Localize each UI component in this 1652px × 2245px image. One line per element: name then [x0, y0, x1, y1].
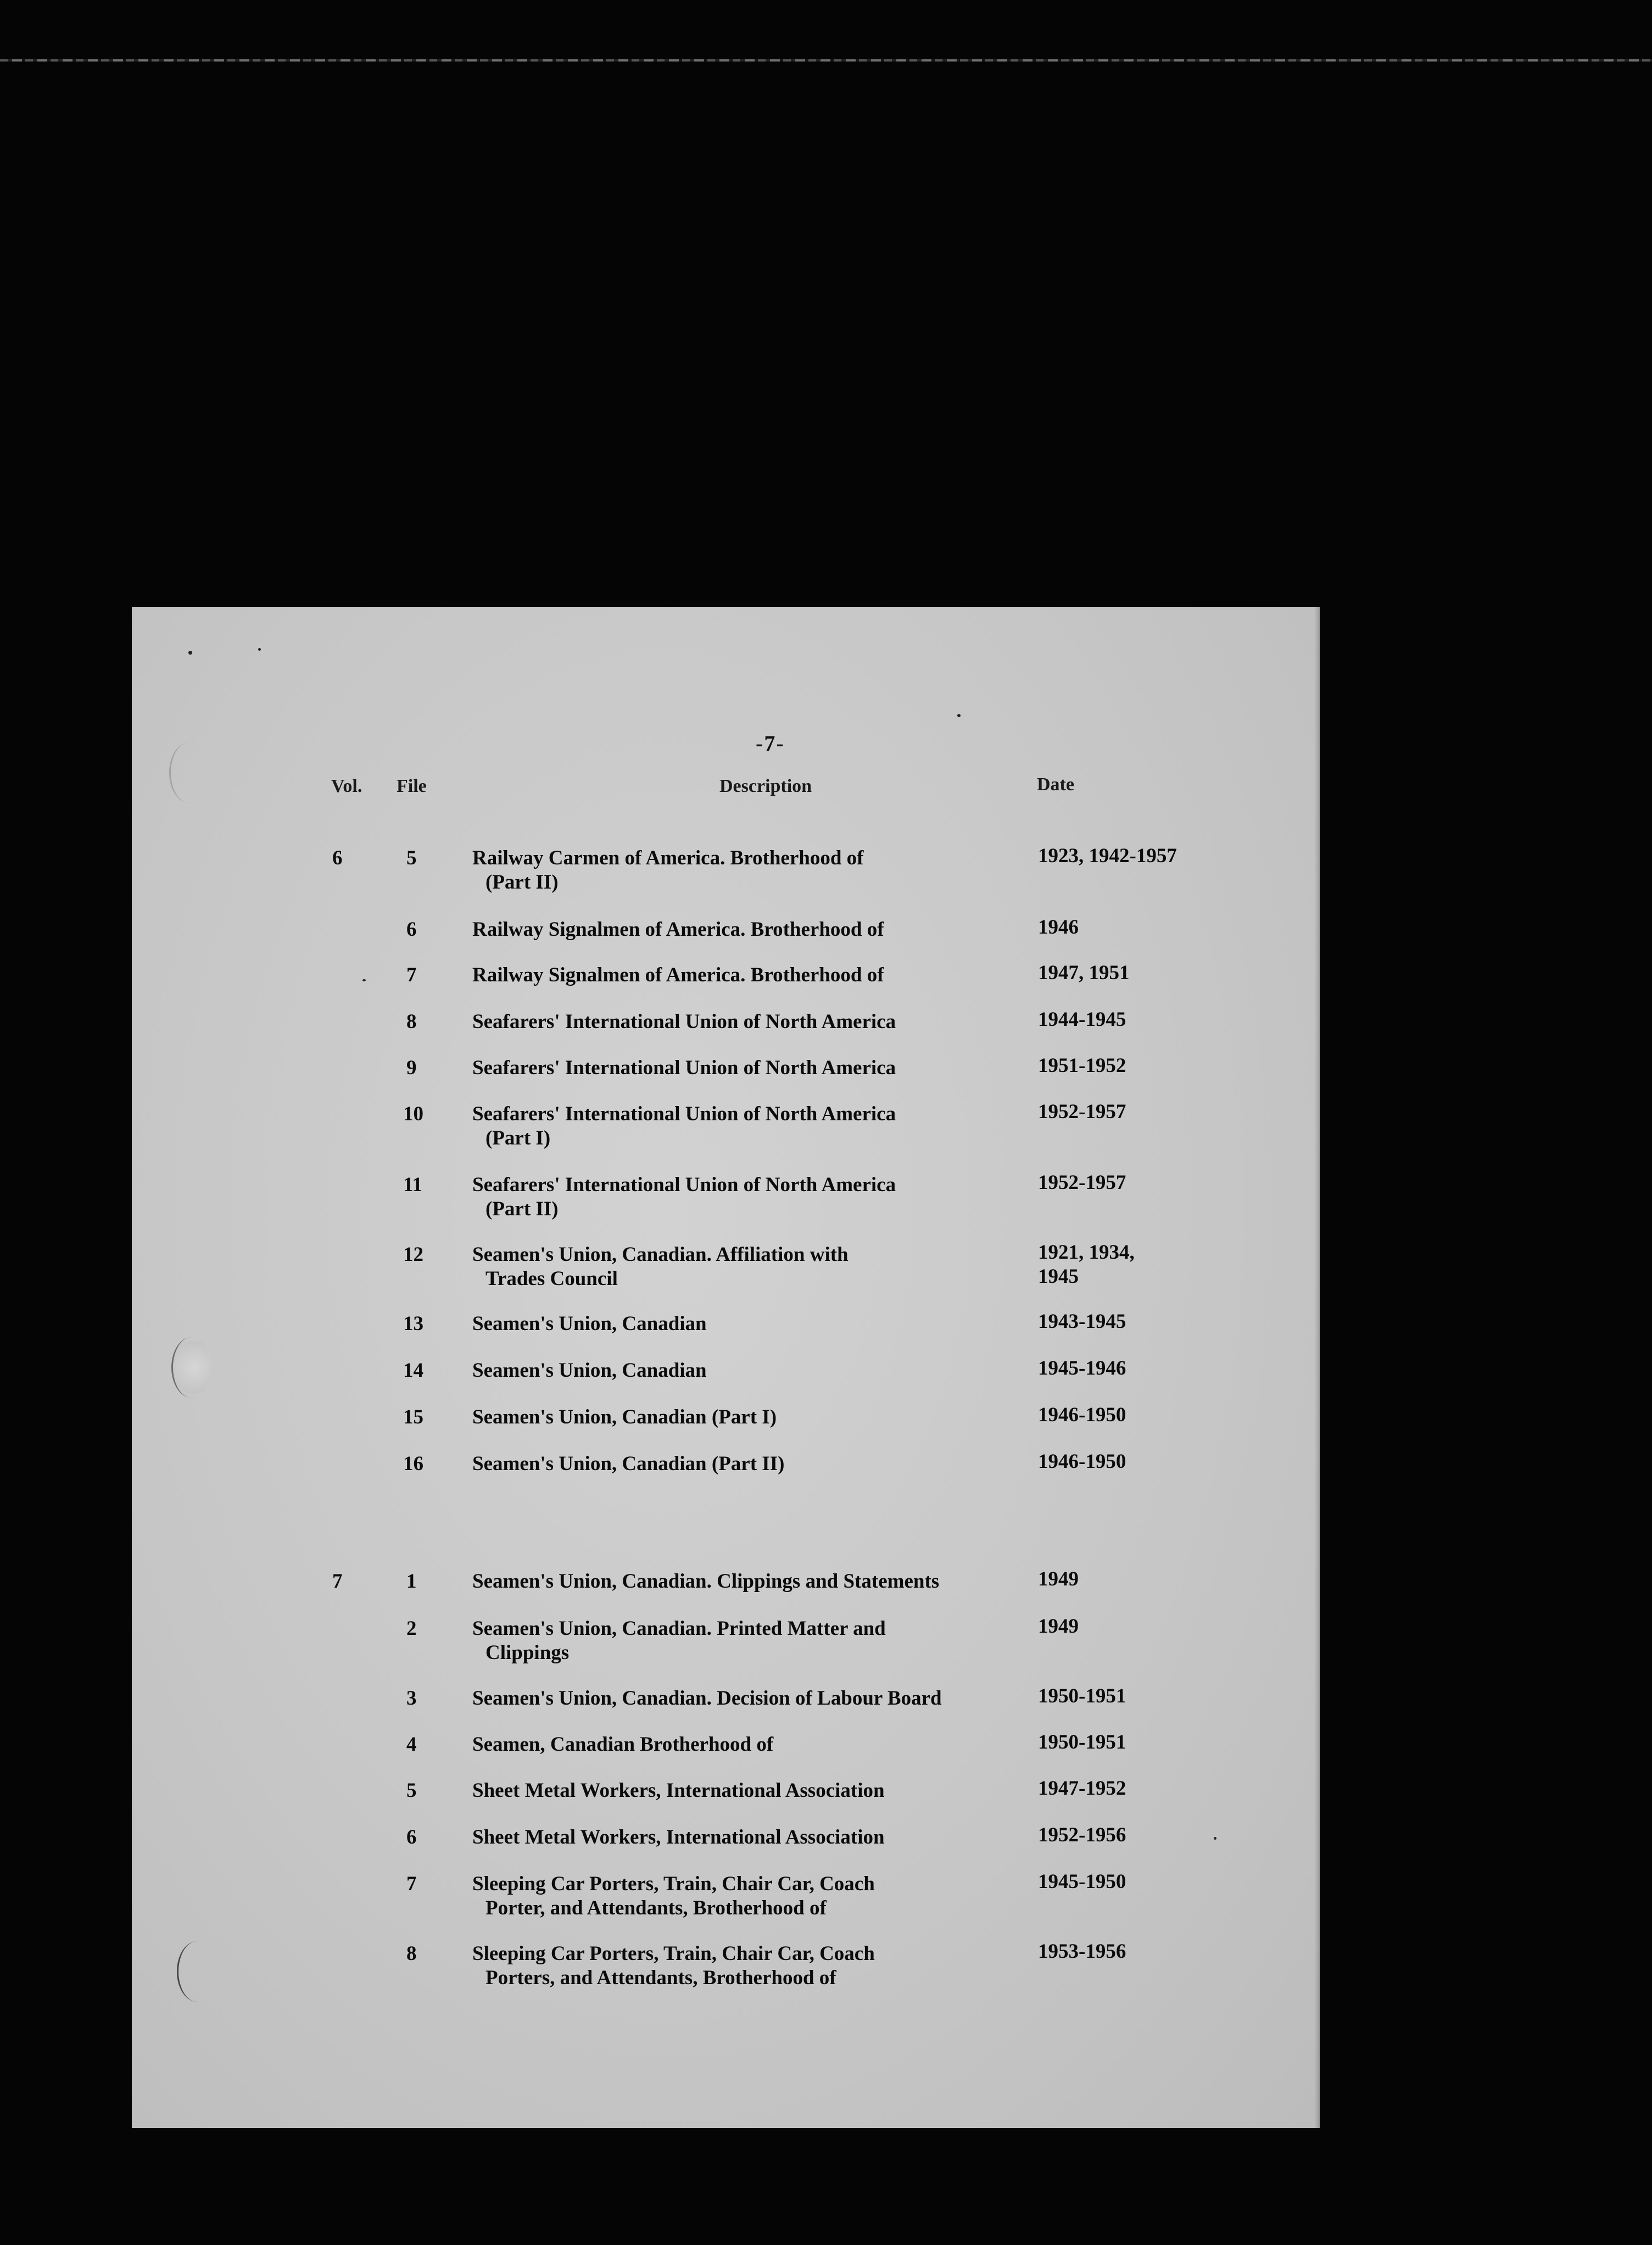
date-value: 1943-1945 — [1038, 1310, 1126, 1333]
file-number: 6 — [406, 1826, 417, 1849]
date-value: 1945-1950 — [1038, 1870, 1126, 1893]
date-value: 1947, 1951 — [1038, 962, 1130, 984]
description-line: Seamen's Union, Canadian. Affiliation with — [472, 1243, 849, 1266]
file-number: 7 — [406, 964, 417, 986]
description-continuation: (Part II) — [485, 871, 559, 893]
file-number: 8 — [406, 1010, 417, 1033]
description-line: Seamen's Union, Canadian (Part I) — [472, 1406, 777, 1428]
file-number: 13 — [403, 1313, 423, 1335]
column-header-file: File — [397, 776, 427, 796]
description-continuation: (Part I) — [485, 1127, 551, 1149]
date-value: 1953-1956 — [1038, 1940, 1126, 1963]
description-continuation: Trades Council — [485, 1267, 618, 1290]
date-value: 1945-1946 — [1038, 1357, 1126, 1380]
date-value: 1947-1952 — [1038, 1777, 1126, 1800]
punch-hole — [169, 742, 209, 803]
scan-speck — [258, 648, 261, 651]
date-value: 1944-1945 — [1038, 1008, 1126, 1031]
file-number: 5 — [406, 1779, 417, 1802]
description-line: Sleeping Car Porters, Train, Chair Car, Coach — [472, 1873, 875, 1895]
file-number: 10 — [403, 1103, 423, 1125]
description-continuation: Porters, and Attendants, Brotherhood of — [485, 1967, 836, 1989]
date-value: 1946-1950 — [1038, 1450, 1126, 1473]
file-number: 16 — [403, 1453, 423, 1475]
file-number: 9 — [406, 1057, 417, 1079]
scan-speck — [362, 979, 366, 981]
punch-hole — [171, 1337, 211, 1398]
description-line: Seafarers' International Union of North America — [472, 1010, 896, 1033]
file-number: 8 — [406, 1942, 417, 1965]
date-value: 1949 — [1038, 1615, 1079, 1638]
date-value: 1952-1957 — [1038, 1101, 1126, 1123]
description-line: Seamen's Union, Canadian. Clippings and Statements — [472, 1570, 940, 1593]
date-value: 1946-1950 — [1038, 1404, 1126, 1426]
date-value: 1951-1952 — [1038, 1054, 1126, 1077]
page-edge-shadow — [1314, 607, 1320, 2128]
volume-number: 7 — [332, 1570, 343, 1593]
file-number: 4 — [406, 1733, 417, 1756]
description-line: Seamen's Union, Canadian. Printed Matter and — [472, 1617, 886, 1640]
volume-number: 6 — [332, 847, 343, 869]
file-number: 7 — [406, 1873, 417, 1895]
description-line: Seafarers' International Union of North America — [472, 1174, 896, 1196]
description-line: Seamen's Union, Canadian (Part II) — [472, 1453, 785, 1475]
description-line: Seamen's Union, Canadian. Decision of Labour Board — [472, 1687, 942, 1710]
file-number: 15 — [403, 1406, 423, 1428]
punch-hole — [177, 1941, 217, 2002]
description-line: Seafarers' International Union of North America — [472, 1103, 896, 1125]
scan-speck — [957, 714, 961, 717]
date-value: 1949 — [1038, 1568, 1079, 1590]
scan-speck — [188, 651, 192, 655]
description-line: Seamen's Union, Canadian — [472, 1313, 707, 1335]
column-header-vol: Vol. — [331, 776, 362, 796]
description-line: Sleeping Car Porters, Train, Chair Car, Coach — [472, 1942, 875, 1965]
description-line: Seamen's Union, Canadian — [472, 1359, 707, 1382]
file-number: 11 — [403, 1174, 422, 1196]
file-number: 5 — [406, 847, 417, 869]
file-number: 12 — [403, 1243, 423, 1266]
file-number: 1 — [406, 1570, 417, 1593]
scan-artifact-line — [0, 59, 1652, 62]
column-header-date: Date — [1037, 774, 1074, 795]
description-line: Railway Signalmen of America. Brotherhood of — [472, 918, 884, 941]
description-line: Railway Carmen of America. Brotherhood of — [472, 847, 864, 869]
date-value: 1921, 1934, — [1038, 1241, 1135, 1264]
description-continuation: (Part II) — [485, 1198, 559, 1220]
date-value: 1946 — [1038, 916, 1079, 939]
page-number: -7- — [756, 731, 785, 756]
date-value: 1952-1956 — [1038, 1824, 1126, 1846]
file-number: 6 — [406, 918, 417, 941]
description-line: Seafarers' International Union of North America — [472, 1057, 896, 1079]
date-value: 1950-1951 — [1038, 1731, 1126, 1753]
file-number: 14 — [403, 1359, 423, 1382]
file-number: 3 — [406, 1687, 417, 1710]
date-value: 1923, 1942-1957 — [1038, 845, 1177, 867]
description-line: Railway Signalmen of America. Brotherhood of — [472, 964, 884, 986]
date-value: 1952-1957 — [1038, 1171, 1126, 1194]
description-line: Seamen, Canadian Brotherhood of — [472, 1733, 774, 1756]
description-continuation: Porter, and Attendants, Brotherhood of — [485, 1897, 827, 1919]
scan-speck — [1214, 1837, 1216, 1840]
date-value: 1950-1951 — [1038, 1685, 1126, 1707]
file-number: 2 — [406, 1617, 417, 1640]
description-line: Sheet Metal Workers, International Association — [472, 1779, 885, 1802]
description-continuation: Clippings — [485, 1641, 570, 1664]
column-header-description: Description — [719, 776, 812, 796]
description-line: Sheet Metal Workers, International Association — [472, 1826, 885, 1849]
date-continuation: 1945 — [1038, 1265, 1079, 1288]
